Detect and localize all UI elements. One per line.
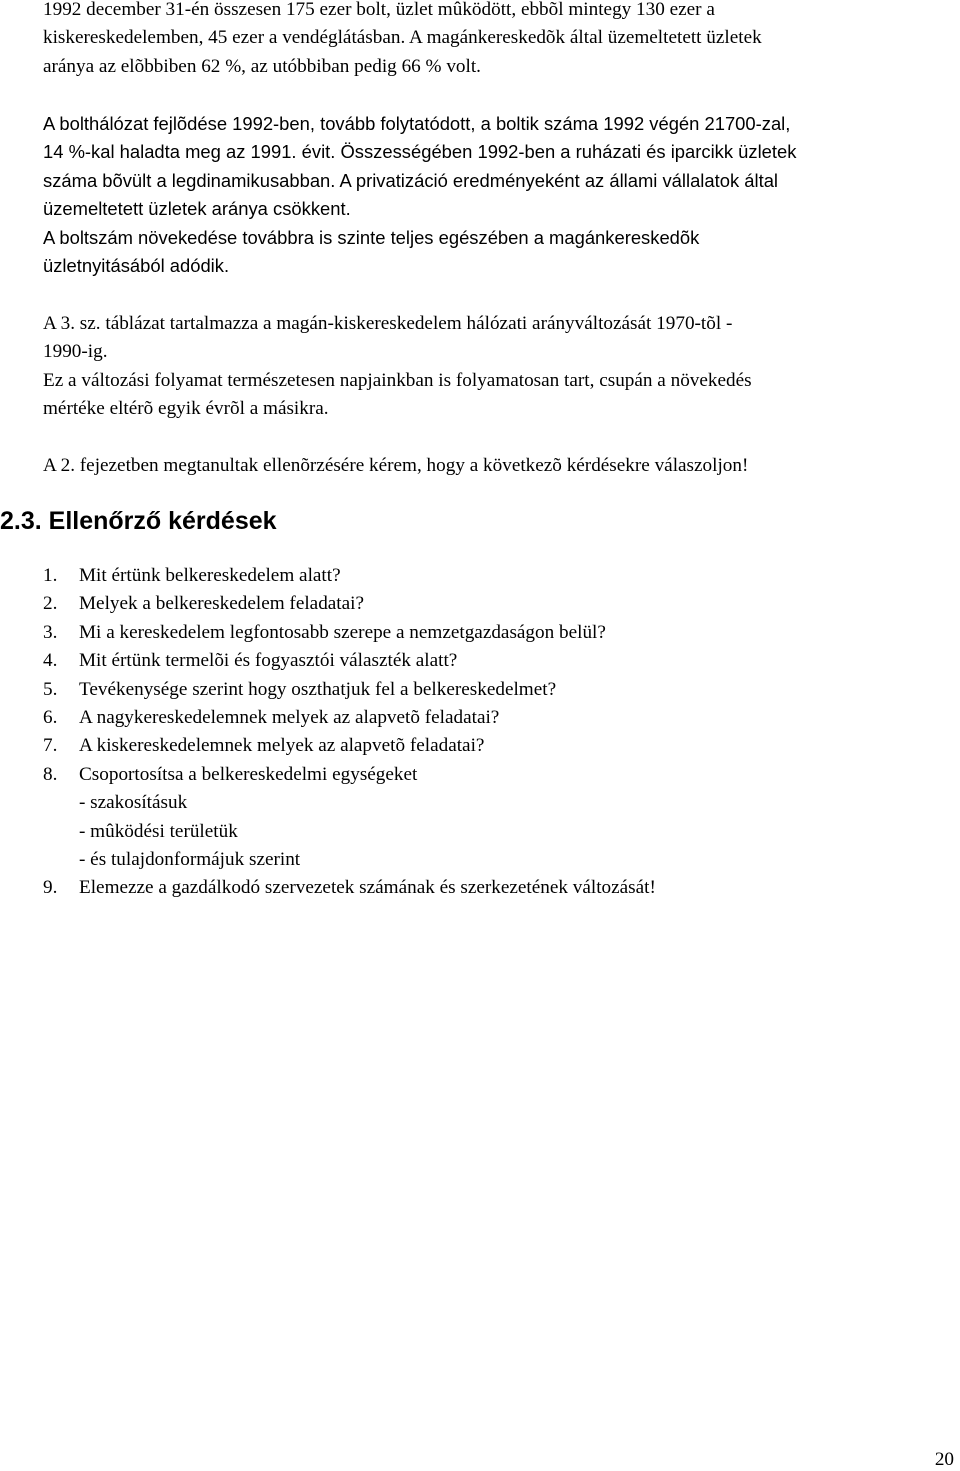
item-number: 9. — [43, 877, 58, 899]
item-number: 7. — [43, 735, 58, 757]
paragraph-line: üzletnyitásából adódik. — [43, 254, 230, 276]
paragraph-statistics — [43, 0, 943, 81]
item-number: 8. — [43, 763, 58, 785]
item-text: Mi a kereskedelem legfontosabb szerepe a nemzetgazdaságon belül? — [79, 621, 606, 643]
item-number: 1. — [43, 565, 58, 586]
item-number: 4. — [43, 650, 58, 672]
item-number: 2. — [43, 593, 58, 615]
list-item — [43, 761, 656, 789]
item-text: Tevékenysége szerint hogy oszthatjuk fel a belkereskedelmet? — [79, 678, 557, 700]
paragraph-store-network — [43, 110, 943, 280]
sub-item: - szakosításuk — [79, 792, 188, 814]
list-item — [43, 676, 656, 704]
paragraph-line: száma bõvült a legdinamikusabban. A privatizáció eredményeként az állami vállalatok által — [43, 169, 779, 191]
paragraph-line: A bolthálózat fejlõdése 1992-ben, tovább folytatódott, a boltik száma 1992 végén 21700-zal, — [43, 113, 791, 134]
item-text: Csoportosítsa a belkereskedelmi egységeket — [79, 763, 418, 785]
paragraph-table-reference — [43, 310, 943, 424]
item-text: Mit értünk termelõi és fogyasztói választék alatt? — [79, 650, 458, 672]
paragraph-line: Ez a változási folyamat természetesen napjainkban is folyamatosan tart, csupán a növekedés — [43, 369, 752, 391]
paragraph-line: mértéke eltérõ egyik évrõl a másikra. — [43, 398, 329, 420]
list-item — [43, 590, 656, 618]
paragraph-line: 1990-ig. — [43, 341, 108, 363]
paragraph-line: üzemeltetett üzletek aránya csökkent. — [43, 198, 351, 220]
item-number: 3. — [43, 621, 58, 643]
list-item — [43, 874, 656, 902]
page-number: 20 — [934, 1449, 954, 1470]
item-text: A nagykereskedelemnek melyek az alapvetõ feladatai? — [79, 706, 500, 728]
sub-item: - mûködési területük — [79, 820, 238, 842]
list-item — [43, 704, 656, 732]
paragraph-line: A boltszám növekedése továbbra is szinte teljes egészében a magánkereskedõk — [43, 226, 700, 248]
section-heading: 2.3. Ellenőrző kérdések — [0, 507, 277, 535]
paragraph-line: kiskereskedelemben, 45 ezer a vendéglátásban. A magánkereskedõk által üzemeltetett üzletek — [43, 27, 762, 49]
item-text: A kiskereskedelemnek melyek az alapvetõ feladatai? — [79, 735, 485, 757]
list-item — [43, 647, 656, 675]
paragraph-line: aránya az elõbbiben 62 %, az utóbbiban pedig 66 % volt. — [43, 55, 481, 77]
sub-item: - és tulajdonformájuk szerint — [79, 848, 301, 870]
item-text: Melyek a belkereskedelem feladatai? — [79, 593, 364, 615]
item-number: 5. — [43, 678, 58, 700]
item-number: 6. — [43, 706, 58, 728]
sub-list — [43, 789, 656, 874]
paragraph-line: 14 %-kal haladta meg az 1991. évit. Összességében 1992-ben a ruházati és iparcikk üzletek — [43, 141, 797, 163]
paragraph-line: 1992 december 31-én összesen 175 ezer bolt, üzlet mûködött, ebbõl mintegy 130 ezer a — [43, 0, 715, 20]
list-item — [43, 562, 656, 590]
paragraph-line: A 2. fejezetben megtanultak ellenõrzésére kérem, hogy a következõ kérdésekre válaszoljon! — [43, 455, 749, 476]
paragraph-instruction — [43, 452, 943, 480]
list-item — [43, 732, 656, 760]
list-item — [43, 619, 656, 647]
item-text: Mit értünk belkereskedelem alatt? — [79, 565, 341, 586]
question-list — [43, 562, 656, 903]
item-text: Elemezze a gazdálkodó szervezetek számának és szerkezetének változását! — [79, 877, 656, 899]
paragraph-line: A 3. sz. táblázat tartalmazza a magán-kiskereskedelem hálózati arányváltozását 1970-tõl - — [43, 313, 733, 334]
